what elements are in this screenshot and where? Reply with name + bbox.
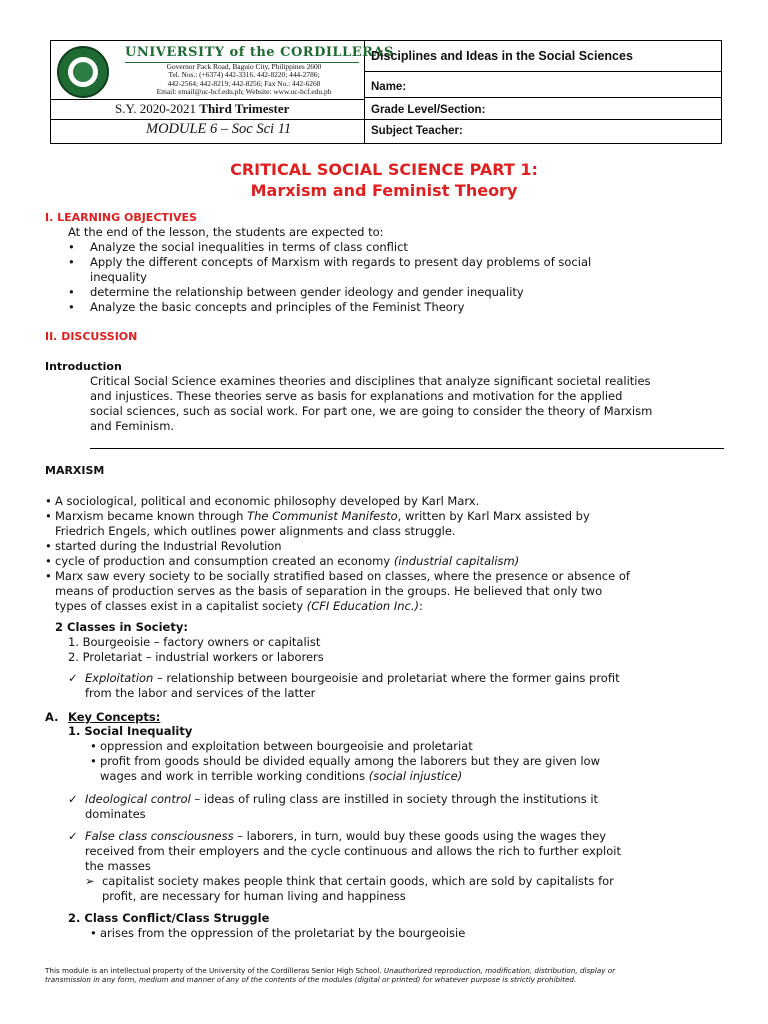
exploitation-note-continued: from the labor and services of the latter <box>85 686 316 700</box>
objectives-heading: I. LEARNING OBJECTIVES <box>45 211 197 224</box>
address-line: Governor Pack Road, Baguio City, Philippines 2600 <box>166 62 322 71</box>
section-divider <box>90 448 724 449</box>
header-rule <box>364 119 721 120</box>
false-consciousness-continued: received from their employers and the cycle continuous and allows the rich to further exploit <box>85 844 621 858</box>
address-line: 442-2564; 442-8219; 442-8256; Fax No.: 442-6268 <box>167 78 321 88</box>
discussion-heading: II. DISCUSSION <box>45 330 138 343</box>
marxism-heading: MARXISM <box>45 464 105 477</box>
arrow-icon: ➢ <box>85 874 95 888</box>
false-consciousness-continued: the masses <box>85 859 151 873</box>
class-item: 2. Proletariat – industrial workers or laborers <box>68 650 324 664</box>
exploitation-note: ✓ Exploitation – relationship between bourgeoisie and proletariat where the former gains profit <box>68 671 620 685</box>
page-subtitle: Marxism and Feminist Theory <box>250 181 518 200</box>
paragraph-line: Critical Social Science examines theories and disciplines that analyze significant societal realities <box>90 374 651 388</box>
key-concepts-label: A. <box>45 710 59 724</box>
header-rule <box>364 71 721 72</box>
sub-point: ➢ capitalist society makes people think that certain goods, which are sold by capitalists for <box>85 874 614 888</box>
objective-item-continued: inequality <box>90 270 147 284</box>
class-item: 1. Bourgeoisie – factory owners or capitalist <box>68 635 321 649</box>
objectives-intro: At the end of the lesson, the students are expected to: <box>68 225 384 239</box>
classes-heading: 2 Classes in Society: <box>55 620 188 634</box>
check-icon: ✓ <box>68 792 78 806</box>
school-year <box>115 101 289 117</box>
marxism-bullet-continued: Friedrich Engels, which outlines power alignments and class struggle. <box>55 524 456 538</box>
university-seal-logo <box>57 46 109 98</box>
module-label: MODULE 6 – Soc Sci 11 <box>146 121 292 137</box>
university-name: UNIVERSITY of the CORDILLERAS <box>125 45 394 60</box>
check-icon: ✓ <box>68 671 78 685</box>
false-consciousness-note: ✓ False class consciousness – laborers, in turn, would buy these goods using the wages they <box>68 829 607 843</box>
ideological-control-continued: dominates <box>85 807 146 821</box>
address-line: Email: email@uc-bcf.edu.ph; Website: www.uc-bcf.edu.ph <box>156 87 332 97</box>
concept-bullet-continued: wages and work in terrible working conditions (social injustice) <box>100 769 463 783</box>
header-rule <box>364 97 721 98</box>
concept-heading: 2. Class Conflict/Class Struggle <box>68 911 270 925</box>
subject-title: Disciplines and Ideas in the Social Sciences <box>371 49 633 63</box>
module-header <box>50 40 722 144</box>
introduction-paragraph <box>90 374 724 434</box>
sub-point-continued: profit, are necessary for human living and happiness <box>102 889 406 903</box>
header-rule <box>51 119 364 120</box>
trimester: Third Trimester <box>199 101 290 116</box>
university-address <box>129 63 359 97</box>
introduction-heading: Introduction <box>45 360 122 373</box>
marxism-bullet-continued: means of production serves as the basis of separation in the groups. He believed that only two <box>55 584 603 598</box>
ideological-control-note: ✓ Ideological control – ideas of ruling class are instilled in society through the institutions it <box>68 792 599 806</box>
page-title: CRITICAL SOCIAL SCIENCE PART 1: <box>230 160 538 179</box>
grade-field-label: Grade Level/Section: <box>371 104 486 116</box>
paragraph-line: and Feminism. <box>90 419 175 433</box>
paragraph-line: social sciences, such as social work. For part one, we are going to consider the theory of Marxism <box>90 404 653 418</box>
check-icon: ✓ <box>68 829 78 843</box>
concept-heading: 1. Social Inequality <box>68 724 193 738</box>
paragraph-line: and injustices. These theories serve as basis for explanations and motivation for the applied <box>90 389 623 403</box>
teacher-field-label: Subject Teacher: <box>371 125 463 137</box>
name-field-label: Name: <box>371 81 407 93</box>
key-concepts-heading: Key Concepts: <box>68 710 161 724</box>
header-rule <box>51 99 364 100</box>
address-line: Tel. Nos.: (+6374) 442-3316, 442-8220; 444-2786; <box>168 70 320 80</box>
copyright-footer: This module is an intellectual property of the University of the Cordilleras Senior High School. Unauthorized reproduction, modification, distribution, display or transmission in any form, medium and manner of any of the contents of the modules (digital or printed) for whatever purpose is strictly prohibited. <box>45 966 616 984</box>
marxism-bullet-continued: types of classes exist in a capitalist society (CFI Education Inc.): <box>55 599 423 613</box>
school-year-value: S.Y. 2020-2021 <box>115 101 197 116</box>
